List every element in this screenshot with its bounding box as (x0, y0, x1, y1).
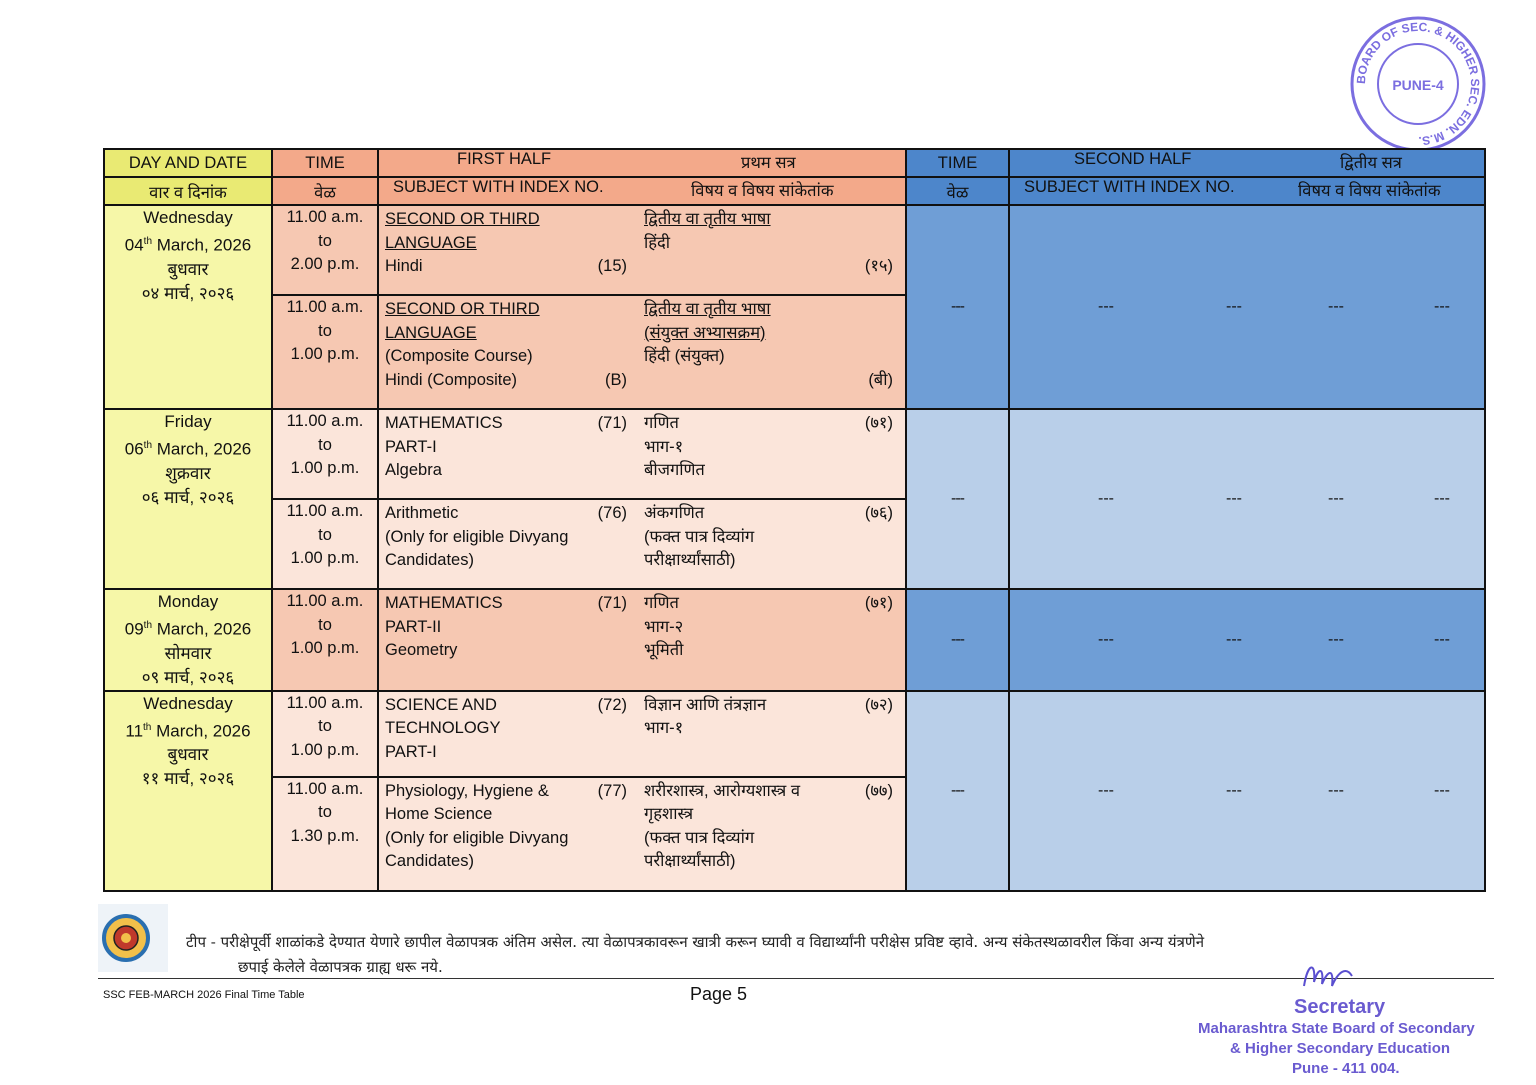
secretary-title: Secretary (1294, 996, 1386, 1018)
subject-hi-line: विज्ञान आणि तंत्रज्ञान (644, 695, 767, 714)
subject-hi-line: गणित (644, 594, 679, 612)
subject-cell (378, 589, 906, 691)
subject-index-hi: (७६) (864, 504, 893, 522)
subject-hi-line: भाग-१ (644, 719, 684, 738)
day-date-cell (104, 589, 272, 691)
dash: --- (951, 490, 964, 507)
subject-cell (378, 205, 906, 295)
subject-hi-line: द्वितीय वा तृतीय भाषा (644, 210, 771, 228)
subject-hi-line: परीक्षार्थ्यांसाठी) (644, 852, 736, 871)
subject-hi (644, 694, 864, 741)
subject-hi-line: हिंदी (संयुक्त) (644, 347, 725, 365)
second-half-time-cell (906, 205, 1009, 409)
header-second-half (1009, 149, 1485, 177)
subject-en (385, 694, 615, 765)
subject-hi-line: परीक्षार्थ्यांसाठी) (644, 551, 736, 569)
subject-hi (644, 592, 864, 663)
subject-cell (378, 295, 906, 409)
time-text: 2.00 p.m. (290, 255, 360, 273)
subject-en-line: Candidates) (385, 551, 474, 569)
time-text: 1.00 p.m. (290, 639, 360, 657)
subject-index: (B) (605, 370, 627, 389)
subject-index-hi: (७१) (864, 414, 893, 432)
dash: --- (1328, 630, 1344, 648)
dash: --- (1226, 630, 1242, 648)
dash: --- (1098, 298, 1114, 315)
dash: --- (1226, 490, 1242, 507)
subject-en (385, 592, 615, 663)
subject-index: (72) (597, 695, 627, 714)
subject-en-line: (Only for eligible Divyang (385, 527, 569, 546)
time-text: 1.00 p.m. (290, 345, 360, 363)
time-text: to (318, 803, 332, 822)
date-en: 09th March, 2026 (124, 619, 252, 639)
time-text: to (318, 321, 332, 340)
table-row (104, 409, 1485, 499)
table-row (104, 205, 1485, 295)
day-date-cell (104, 691, 272, 891)
weekday-hi: सोमवार (164, 643, 212, 663)
exam-timetable (103, 148, 1486, 892)
subject-index-hi: (७१) (864, 594, 893, 612)
header-day-hi: वार व दिनांक (104, 177, 272, 205)
time-cell (272, 691, 378, 777)
second-half-time-cell (906, 409, 1009, 589)
board-stamp (1348, 14, 1488, 154)
weekday-hi: बुधवार (167, 745, 209, 765)
dash: --- (1098, 630, 1114, 648)
subject-en-line: TECHNOLOGY (385, 719, 501, 738)
time-text: 11.00 a.m. (286, 298, 364, 316)
time-text: to (318, 231, 332, 250)
time-cell (272, 409, 378, 499)
subject-hi-line: (फक्त पात्र दिव्यांग (644, 828, 755, 847)
subject-en-line: MATHEMATICS (385, 594, 503, 612)
footer-doc-title: SSC FEB-MARCH 2026 Final Time Table (103, 989, 305, 1001)
subject-hi-line: भाग-१ (644, 437, 684, 456)
subject-hi-line: हिंदी (644, 233, 671, 252)
subject-en (385, 502, 615, 573)
subject-en-line: (Only for eligible Divyang (385, 828, 569, 847)
subject-hi-line: (संयुक्त अभ्यासक्रम) (644, 323, 766, 342)
time-cell (272, 589, 378, 691)
dash: --- (1328, 781, 1344, 799)
subject-en-line: LANGUAGE (385, 323, 477, 342)
header-time2-hi: वेळ (906, 177, 1009, 205)
board-name-line1: Maharashtra State Board of Secondary (1198, 1020, 1475, 1037)
date-en: 06th March, 2026 (124, 439, 252, 459)
weekday-hi: बुधवार (167, 259, 209, 279)
subject-en-line: Hindi (385, 257, 423, 275)
day-date-cell (104, 205, 272, 409)
dash: --- (1226, 298, 1242, 315)
time-text: 11.00 a.m. (286, 693, 364, 712)
dash: --- (951, 630, 964, 648)
header-day-en: DAY AND DATE (104, 149, 272, 177)
header-first-half-en: FIRST HALF (457, 150, 552, 168)
subject-hi (644, 208, 864, 255)
subject-index: (71) (597, 414, 627, 432)
subject-en (385, 412, 615, 483)
subject-index-hi: (बी) (868, 370, 893, 389)
weekday-en: Friday (164, 412, 212, 431)
header-time2-en: TIME (906, 149, 1009, 177)
subject-en-line: PART-I (385, 437, 437, 456)
time-cell (272, 499, 378, 589)
subject-en-line: SCIENCE AND (385, 695, 497, 714)
subject-hi-line: भूमिती (644, 641, 684, 659)
subject-hi-line: गृहशास्त्र (644, 805, 694, 824)
subject-en-line: MATHEMATICS (385, 414, 503, 432)
header-subject2 (1009, 177, 1485, 205)
subject-en-line: PART-II (385, 617, 442, 636)
dash: --- (951, 298, 964, 315)
subject-cell (378, 499, 906, 589)
dash: --- (951, 781, 964, 799)
time-cell (272, 295, 378, 409)
subject-en-line: Candidates) (385, 852, 474, 871)
dash: --- (1434, 298, 1450, 315)
subject-hi (644, 298, 864, 369)
stamp-ring-text: BOARD OF SEC. & HIGHER SEC. EDN. M.S. (1353, 19, 1483, 149)
second-half-time-cell (906, 589, 1009, 691)
time-text: 1.00 p.m. (290, 549, 360, 567)
dash: --- (1434, 781, 1450, 799)
subject-en-line: Physiology, Hygiene & (385, 781, 549, 800)
stamp-center-text: PUNE-4 (1392, 77, 1444, 93)
subject-hi-line: (फक्त पात्र दिव्यांग (644, 527, 755, 546)
time-cell (272, 205, 378, 295)
time-cell (272, 777, 378, 891)
subject-hi (644, 780, 864, 874)
board-name-line3: Pune - 411 004. (1292, 1060, 1400, 1077)
subject-en-line: Geometry (385, 641, 458, 659)
header-subject-en: SUBJECT WITH INDEX NO. (393, 178, 604, 196)
subject-index-hi: (७२) (864, 695, 893, 714)
second-half-subject-cell (1009, 691, 1485, 891)
time-text: 1.00 p.m. (290, 459, 360, 477)
weekday-en: Wednesday (143, 208, 233, 227)
date-hi: ०६ मार्च, २०२६ (141, 487, 235, 507)
subject-hi-line: बीजगणित (644, 461, 705, 479)
time-text: to (318, 615, 332, 634)
header-subject (378, 177, 906, 205)
time-text: 1.00 p.m. (290, 740, 360, 759)
subject-hi (644, 502, 864, 573)
time-text: 11.00 a.m. (286, 412, 364, 430)
weekday-hi: शुक्रवार (165, 463, 211, 483)
header-subject2-hi: विषय व विषय सांकेतांक (1298, 182, 1441, 200)
subject-en-line: Home Science (385, 805, 493, 824)
header-second-half-hi: द्वितीय सत्र (1340, 154, 1402, 172)
table-row (104, 691, 1485, 777)
subject-en-line: (Composite Course) (385, 347, 533, 365)
subject-index: (77) (597, 781, 627, 800)
day-date-cell (104, 409, 272, 589)
subject-cell (378, 409, 906, 499)
footer-rule (98, 978, 1494, 979)
subject-hi (644, 412, 864, 483)
subject-en-line: Hindi (Composite) (385, 370, 518, 389)
dash: --- (1226, 781, 1242, 799)
subject-index-hi: (१५) (864, 257, 893, 275)
header-subject-hi: विषय व विषय सांकेतांक (691, 182, 834, 200)
date-hi: ११ मार्च, २०२६ (141, 769, 235, 789)
board-name-line2: & Higher Secondary Education (1230, 1040, 1451, 1057)
subject-en-line: PART-I (385, 742, 437, 761)
date-hi: ०९ मार्च, २०२६ (141, 667, 235, 687)
header-time-hi: वेळ (272, 177, 378, 205)
footer-note-line1: टीप - परीक्षेपूर्वी शाळांकडे देण्यात येणारे छापील वेळापत्रक अंतिम असेल. त्या वेळापत्रकावरून खात्री करून घ्यावी व विद्यार्थ्यांनी परीक्षेस प्रविष्ट व्हावे. अन्य संकेतस्थळावरील किंवा अन्य यंत्रणेने (186, 933, 1205, 951)
subject-cell (378, 691, 906, 777)
dash: --- (1328, 490, 1344, 507)
subject-en-line: LANGUAGE (385, 233, 477, 252)
date-en: 11th March, 2026 (125, 721, 251, 741)
subject-en-line: SECOND OR THIRD (385, 210, 540, 228)
second-half-subject-cell (1009, 205, 1485, 409)
footer-note-line2: छपाई केलेले वेळापत्रक ग्राह्य धरू नये. (238, 958, 443, 976)
subject-en (385, 298, 615, 392)
time-text: to (318, 525, 332, 544)
subject-en (385, 208, 615, 279)
header-first-half-hi: प्रथम सत्र (741, 154, 796, 172)
subject-hi-line: द्वितीय वा तृतीय भाषा (644, 300, 771, 318)
time-text: to (318, 717, 332, 736)
subject-index: (71) (597, 594, 627, 612)
subject-cell (378, 777, 906, 891)
weekday-en: Monday (157, 592, 219, 611)
subject-hi-line: शरीरशास्त्र, आरोग्यशास्त्र व (644, 781, 801, 800)
header-subject2-en: SUBJECT WITH INDEX NO. (1024, 178, 1235, 196)
time-text: 11.00 a.m. (286, 779, 364, 798)
subject-en-line: Arithmetic (385, 504, 459, 522)
dash: --- (1098, 781, 1114, 799)
subject-en-line: SECOND OR THIRD (385, 300, 540, 318)
time-text: 11.00 a.m. (286, 208, 364, 226)
dash: --- (1328, 298, 1344, 315)
subject-hi-line: भाग-२ (644, 617, 684, 636)
subject-index-hi: (७७) (864, 781, 893, 800)
header-time-en: TIME (272, 149, 378, 177)
page-number: Page 5 (690, 984, 748, 1004)
date-hi: ०४ मार्च, २०२६ (141, 283, 235, 303)
weekday-en: Wednesday (143, 693, 233, 713)
dash: --- (1434, 490, 1450, 507)
subject-hi-line: गणित (644, 414, 679, 432)
second-half-subject-cell (1009, 409, 1485, 589)
header-second-half-en: SECOND HALF (1074, 150, 1192, 168)
time-text: 11.00 a.m. (286, 502, 364, 520)
dash: --- (1434, 630, 1450, 648)
table-row (104, 589, 1485, 691)
subject-hi-line: अंकगणित (644, 504, 705, 522)
board-logo-icon (98, 904, 168, 972)
subject-en-line: Algebra (385, 461, 442, 479)
subject-en (385, 780, 615, 874)
time-text: 11.00 a.m. (286, 592, 364, 610)
second-half-time-cell (906, 691, 1009, 891)
subject-index: (15) (597, 257, 627, 275)
footer-note (186, 930, 1476, 980)
header-first-half (378, 149, 906, 177)
signature-icon (1298, 958, 1358, 994)
time-text: 1.30 p.m. (290, 826, 360, 845)
time-text: to (318, 435, 332, 454)
dash: --- (1098, 490, 1114, 507)
subject-index: (76) (597, 504, 627, 522)
date-en: 04th March, 2026 (124, 235, 252, 255)
second-half-subject-cell (1009, 589, 1485, 691)
